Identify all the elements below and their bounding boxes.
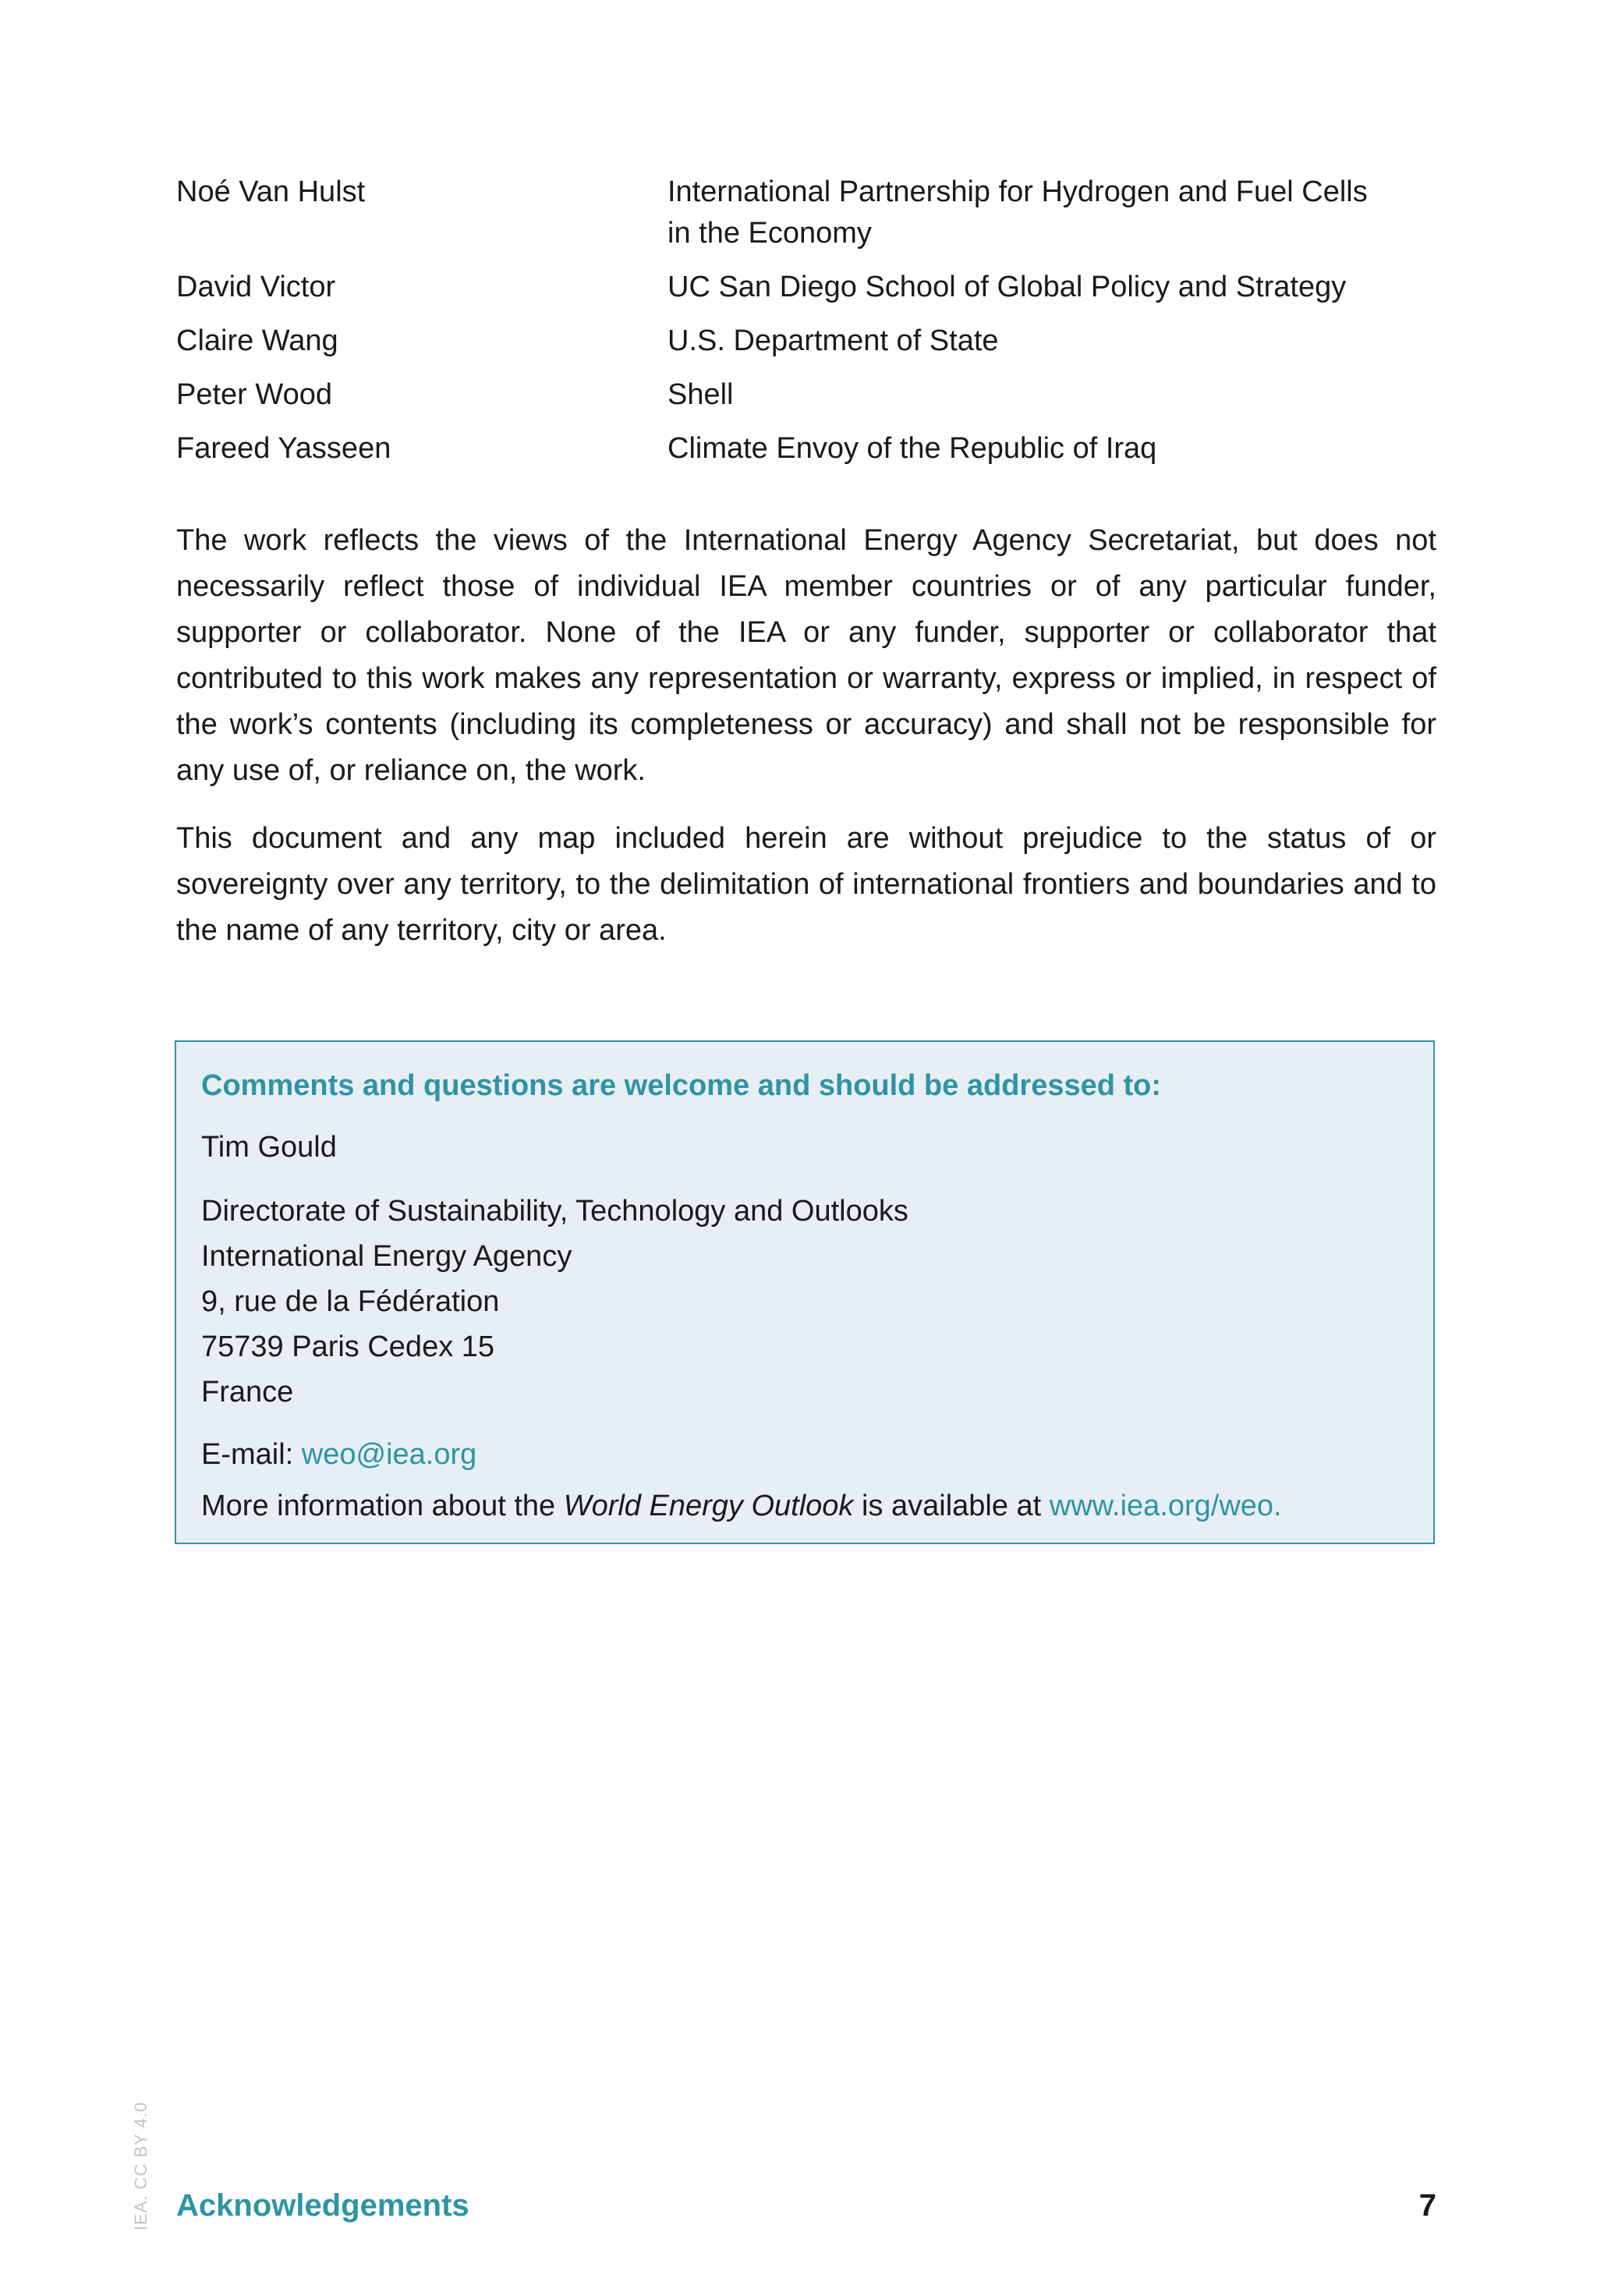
reviewer-name: Fareed Yasseen bbox=[176, 432, 391, 465]
email-link[interactable]: weo@iea.org bbox=[301, 1438, 477, 1471]
more-info-middle: is available at bbox=[853, 1490, 1050, 1522]
reviewer-organization bbox=[667, 321, 1416, 362]
org-line: Climate Envoy of the Republic of Iraq bbox=[667, 432, 1157, 465]
address-line: Directorate of Sustainability, Technology and Outlooks bbox=[201, 1195, 908, 1228]
address-line: 75739 Paris Cedex 15 bbox=[201, 1330, 495, 1363]
reviewer-organization bbox=[667, 374, 1416, 416]
address-line: 9, rue de la Fédération bbox=[201, 1285, 500, 1318]
email-line bbox=[201, 1432, 1408, 1477]
contact-box-content bbox=[201, 1064, 1408, 1529]
address-line: France bbox=[201, 1376, 294, 1408]
map-notice-paragraph: This document and any map included herein are without prejudice to the status of or sovereignty over any territory, to the delimitation of international frontiers and boundaries and to the name of any territory, city or area. bbox=[176, 822, 1436, 947]
email-label: E-mail: bbox=[201, 1438, 302, 1471]
disclaimer-paragraph: The work reflects the views of the International Energy Agency Secretariat, but does not necessarily reflect those of individual IEA member countries or of any particular funder, supporter or collaborator. None of the IEA or any funder, supporter or collaborator that contributed to this work makes any representation or warranty, express or implied, in respect of the work’s contents (including its completeness or accuracy) and shall not be responsible for any use of, or reliance on, the work. bbox=[176, 524, 1436, 787]
publication-title: World Energy Outlook bbox=[563, 1490, 854, 1522]
reviewer-row bbox=[176, 428, 1436, 469]
reviewer-row bbox=[176, 321, 1436, 362]
address-line: International Energy Agency bbox=[201, 1240, 572, 1273]
reviewer-organization bbox=[667, 428, 1416, 469]
org-line: International Partnership for Hydrogen and Fuel Cells bbox=[667, 175, 1368, 208]
contact-name: Tim Gould bbox=[201, 1131, 337, 1164]
contact-box bbox=[175, 1040, 1435, 1544]
org-line: U.S. Department of State bbox=[667, 324, 999, 357]
more-info-line bbox=[201, 1483, 1408, 1529]
reviewer-organization bbox=[667, 172, 1416, 254]
reviewer-organization bbox=[667, 267, 1416, 308]
org-line: in the Economy bbox=[667, 217, 872, 250]
reviewer-name: David Victor bbox=[176, 271, 336, 303]
org-line: UC San Diego School of Global Policy and Strategy bbox=[667, 271, 1347, 303]
license-label: IEA. CC BY 4.0 bbox=[131, 2101, 150, 2230]
reviewer-row bbox=[176, 374, 1436, 416]
contact-heading: Comments and questions are welcome and should be addressed to: bbox=[201, 1069, 1162, 1102]
reviewer-row bbox=[176, 267, 1436, 308]
more-info-prefix: More information about the bbox=[201, 1490, 564, 1522]
reviewer-name: Noé Van Hulst bbox=[176, 175, 366, 208]
website-link[interactable]: www.iea.org/weo. bbox=[1049, 1490, 1282, 1522]
page-number: 7 bbox=[1418, 2188, 1436, 2223]
reviewer-list bbox=[176, 172, 1436, 482]
reviewer-name: Peter Wood bbox=[176, 378, 332, 411]
org-line: Shell bbox=[667, 378, 734, 411]
reviewer-name: Claire Wang bbox=[176, 324, 338, 357]
reviewer-row bbox=[176, 172, 1436, 254]
section-title: Acknowledgements bbox=[176, 2188, 469, 2223]
